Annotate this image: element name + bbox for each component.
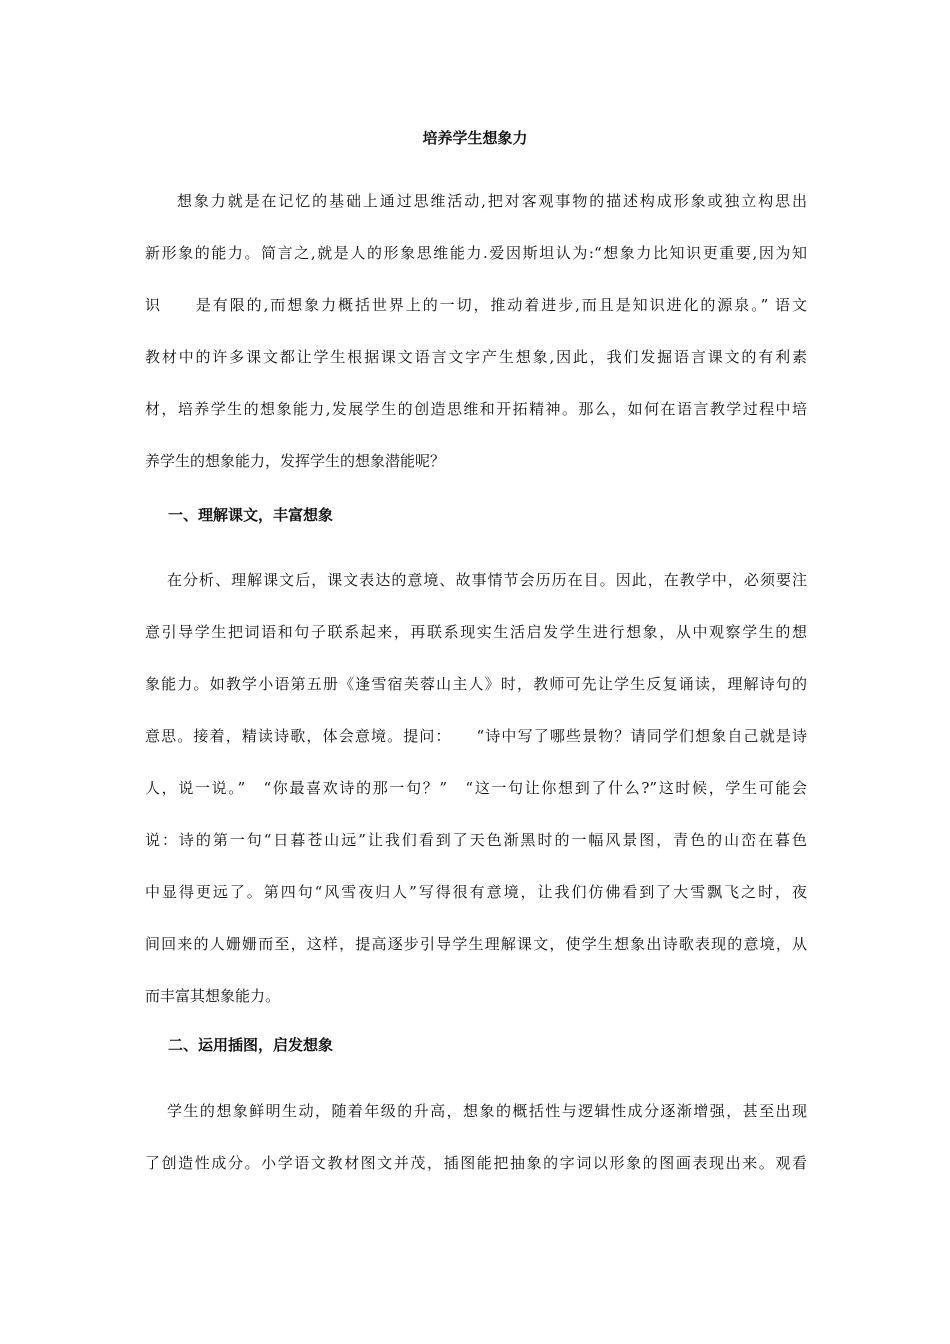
intro-line-3: 识 是有限的,而想象力概括世界上的一切，推动着进步,而且是知识进化的源泉。” 语文: [145, 296, 807, 314]
section-1-line-1: 在分析、理解课文后，课文表达的意境、故事情节会历历在目。因此，在教学中，必须要注: [167, 571, 807, 589]
intro-line-6: 养学生的想象能力，发挥学生的想象潜能呢？: [145, 452, 446, 470]
section-1-heading: 一、理解课文，丰富想象: [168, 506, 334, 524]
section-1-line-9: 而丰富其想象能力。: [145, 987, 281, 1005]
section-2-line-2: 了创造性成分。小学语文教材图文并茂，插图能把抽象的字词以形象的图画表现出来。观看: [145, 1154, 807, 1172]
intro-line-5: 材，培养学生的想象能力,发展学生的创造思维和开拓精神。那么，如何在语言教学过程中培: [145, 400, 807, 418]
section-1-line-2: 意引导学生把词语和句子联系起来，再联系现实生活启发学生进行想象，从中观察学生的想: [145, 623, 807, 641]
section-1-line-8: 间回来的人姗姗而至，这样，提高逐步引导学生理解课文，使学生想象出诗歌表现的意境，从: [145, 935, 807, 953]
section-2-line-1: 学生的想象鲜明生动，随着年级的升高，想象的概括性与逻辑性成分逐渐增强，甚至出现: [167, 1102, 807, 1120]
intro-paragraph: [145, 175, 807, 487]
section-1-line-7: 中显得更远了。第四句“风雪夜归人”写得很有意境，让我们仿佛看到了大雪飘飞之时，夜: [145, 883, 807, 901]
section-1-line-3: 象能力。如教学小语第五册《逢雪宿芙蓉山主人》时，教师可先让学生反复诵读，理解诗句的: [145, 675, 807, 693]
document-title: 培养学生想象力: [422, 129, 528, 147]
section-2-paragraph: [145, 1085, 807, 1189]
section-1-line-6: 说：诗的第一句“日暮苍山远”让我们看到了天色渐黑时的一幅风景图，青色的山峦在暮色: [145, 831, 807, 849]
section-1-line-4: 意思。接着，精读诗歌，体会意境。提问： “诗中写了哪些景物？请同学们想象自己就是诗: [145, 727, 807, 745]
section-1-paragraph: [145, 554, 807, 1022]
intro-line-1: 想象力就是在记忆的基础上通过思维活动,把对客观事物的描述构成形象或独立构思出: [177, 192, 807, 210]
section-1-line-5: 人，说一说。” “你最喜欢诗的那一句？” “这一句让你想到了什么?”这时候，学生可能会: [145, 779, 807, 797]
section-2-heading: 二、运用插图，启发想象: [168, 1036, 334, 1054]
intro-line-4: 教材中的许多课文都让学生根据课文语言文字产生想象,因此，我们发掘语言课文的有利素: [145, 348, 807, 366]
intro-line-2: 新形象的能力。简言之,就是人的形象思维能力.爱因斯坦认为:“想象力比知识更重要,因为知: [145, 244, 807, 262]
